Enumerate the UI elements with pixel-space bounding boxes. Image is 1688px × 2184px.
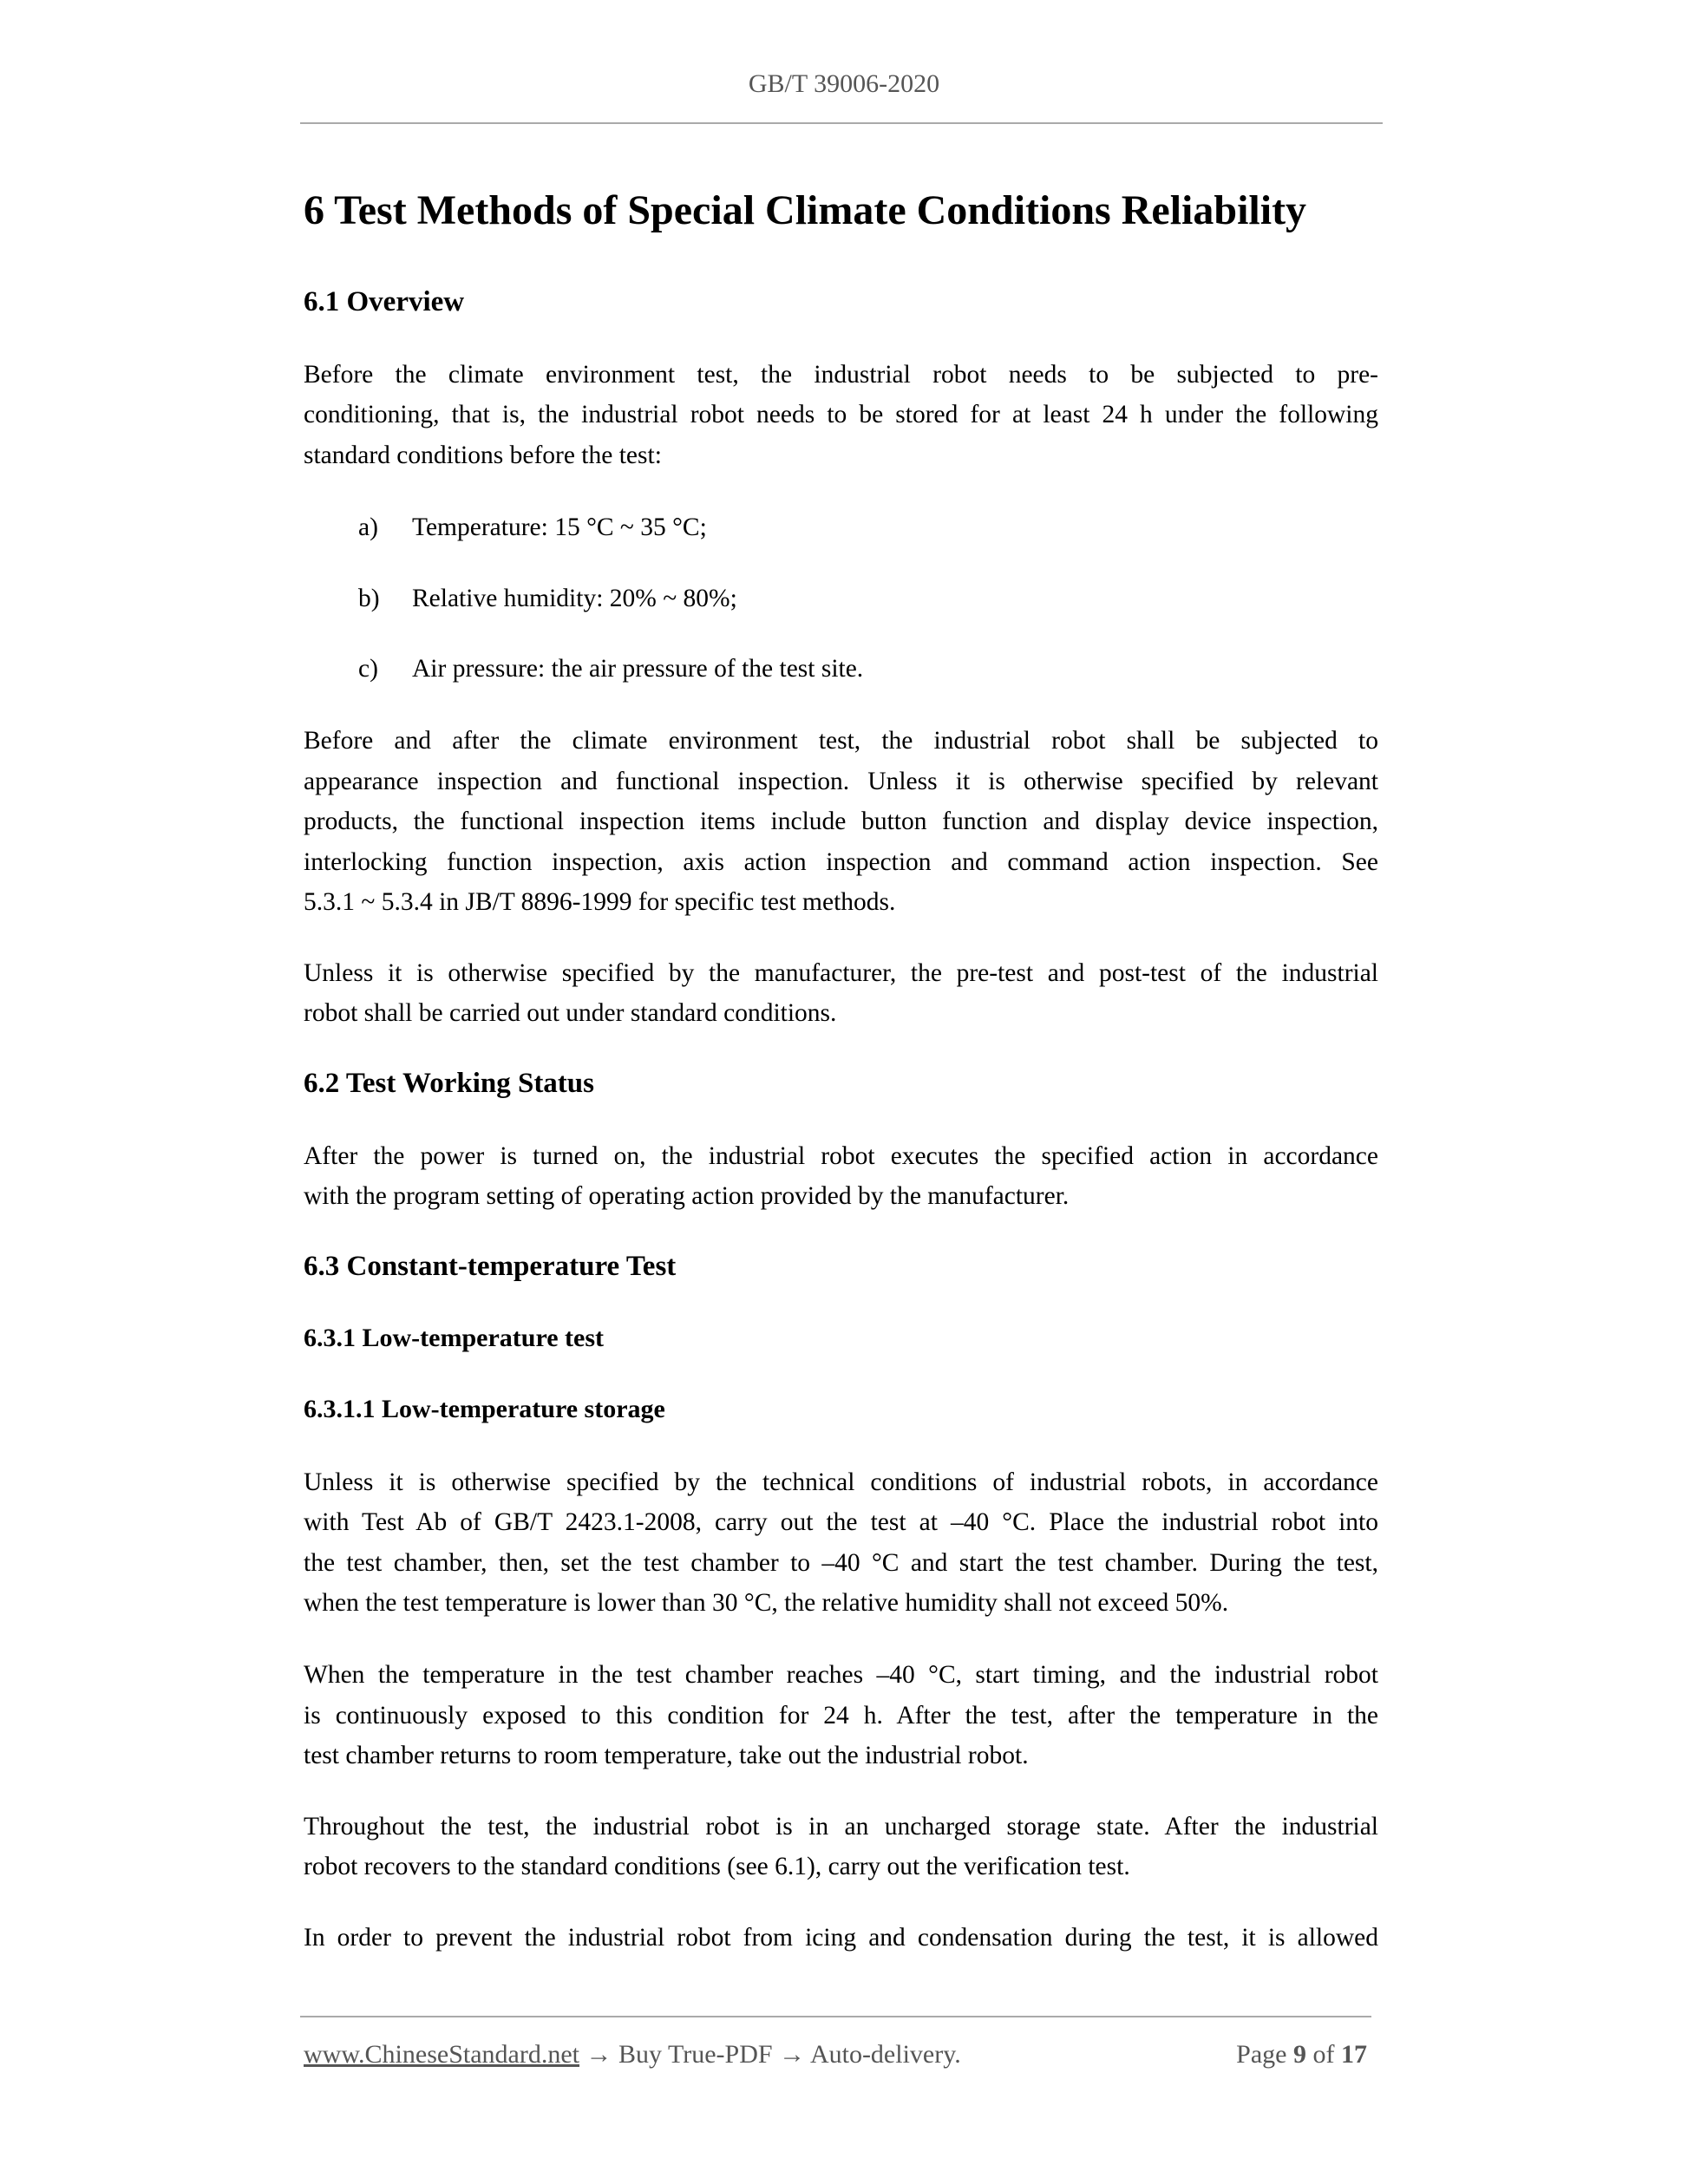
paragraph-line: with Test Ab of GB/T 2423.1-2008, carry out the test at –40 °C. Place the industrial robot into xyxy=(304,1508,1378,1536)
buy-pdf-text: Buy True-PDF xyxy=(618,2040,773,2069)
list-item-label: b) xyxy=(358,585,380,612)
paragraph-line: In order to prevent the industrial robot from icing and condensation during the test, it is allowed xyxy=(304,1924,1378,1952)
subsection-heading: 6.3.1.1 Low-temperature storage xyxy=(304,1395,665,1423)
paragraph-line: Unless it is otherwise specified by the technical conditions of industrial robots, in accordance xyxy=(304,1468,1378,1496)
list-item-text: Air pressure: the air pressure of the test site. xyxy=(412,655,864,683)
running-header: GB/T 39006-2020 xyxy=(748,69,940,98)
paragraph-line: conditioning, that is, the industrial robot needs to be stored for at least 24 h under the following xyxy=(304,401,1378,428)
section-title: 6 Test Methods of Special Climate Conditions Reliability xyxy=(304,187,1307,233)
paragraph-line: robot recovers to the standard conditions (see 6.1), carry out the verification test. xyxy=(304,1853,1130,1880)
paragraph-line: standard conditions before the test: xyxy=(304,441,662,469)
arrow-icon: → xyxy=(586,2040,612,2069)
current-page: 9 xyxy=(1293,2040,1306,2069)
paragraph-line: is continuously exposed to this condition for 24 h. After the test, after the temperature in the xyxy=(304,1702,1378,1730)
paragraph-line: robot shall be carried out under standard conditions. xyxy=(304,999,837,1027)
subsection-heading: 6.3.1 Low-temperature test xyxy=(304,1324,605,1352)
list-item-text: Relative humidity: 20% ~ 80%; xyxy=(412,585,737,612)
paragraph-line: Before and after the climate environment test, the industrial robot shall be subjected to xyxy=(304,727,1378,755)
footer-rule xyxy=(300,2016,1371,2017)
list-item-label: c) xyxy=(358,655,378,683)
of-label: of xyxy=(1312,2040,1335,2069)
paragraph-line: appearance inspection and functional inspection. Unless it is otherwise specified by relevant xyxy=(304,768,1378,795)
page-label: Page xyxy=(1236,2040,1287,2069)
section-heading: 6.2 Test Working Status xyxy=(304,1068,594,1099)
section-heading: 6.3 Constant-temperature Test xyxy=(304,1251,677,1282)
arrow-icon: → xyxy=(779,2040,806,2069)
paragraph-line: 5.3.1 ~ 5.3.4 in JB/T 8896-1999 for specific test methods. xyxy=(304,888,896,916)
list-item-text: Temperature: 15 °C ~ 35 °C; xyxy=(412,513,707,541)
paragraph-line: products, the functional inspection items include button function and display device inspection, xyxy=(304,808,1378,835)
paragraph-line: with the program setting of operating action provided by the manufacturer. xyxy=(304,1182,1070,1210)
paragraph-line: After the power is turned on, the industrial robot executes the specified action in accordance xyxy=(304,1142,1378,1170)
paragraph-line: Throughout the test, the industrial robot is in an uncharged storage state. After the industrial xyxy=(304,1813,1378,1841)
auto-delivery-text: Auto-delivery. xyxy=(809,2040,961,2069)
section-heading: 6.1 Overview xyxy=(304,286,465,317)
paragraph-line: Unless it is otherwise specified by the manufacturer, the pre-test and post-test of the industrial xyxy=(304,959,1378,987)
paragraph-line: Before the climate environment test, the industrial robot needs to be subjected to pre- xyxy=(304,361,1378,389)
footer-promo xyxy=(304,2040,961,2070)
paragraph-line: test chamber returns to room temperature, take out the industrial robot. xyxy=(304,1742,1029,1769)
total-pages: 17 xyxy=(1341,2040,1367,2069)
list-item-label: a) xyxy=(358,513,378,541)
page-number xyxy=(1236,2040,1367,2070)
paragraph-line: interlocking function inspection, axis action inspection and command action inspection. See xyxy=(304,848,1378,876)
website-link[interactable]: www.ChineseStandard.net xyxy=(304,2040,579,2069)
paragraph-line: the test chamber, then, set the test chamber to –40 °C and start the test chamber. During the test, xyxy=(304,1549,1378,1577)
header-rule xyxy=(300,122,1383,124)
paragraph-line: when the test temperature is lower than 30 °C, the relative humidity shall not exceed 50%. xyxy=(304,1589,1229,1617)
paragraph-line: When the temperature in the test chamber reaches –40 °C, start timing, and the industrial robot xyxy=(304,1661,1378,1689)
